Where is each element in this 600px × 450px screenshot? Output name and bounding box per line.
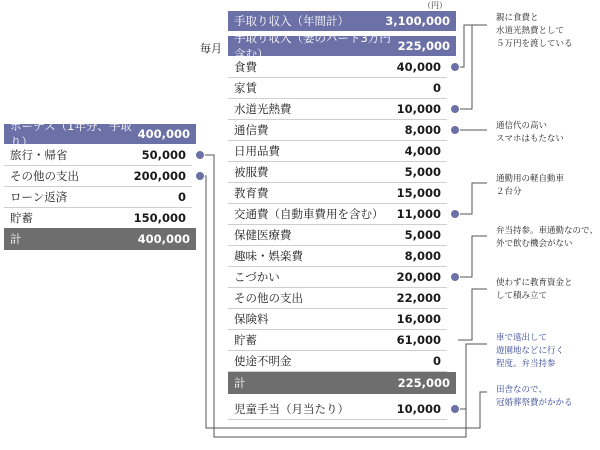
row-amount: 8,000: [404, 123, 441, 137]
connector-dot: [451, 105, 460, 114]
row-amount: 0: [432, 81, 441, 95]
connector-dot: [196, 172, 205, 181]
row-label: 貯蓄: [10, 211, 33, 225]
row-label: 交通費（自動車費用を含む）: [234, 207, 384, 221]
connector-dot: [451, 63, 460, 72]
connector-dot: [451, 210, 460, 219]
row-label: 手取り収入（年間計）: [234, 14, 349, 28]
note-savings: 使わずに教育資金と して積み立て: [496, 278, 573, 301]
row-label: 家賃: [234, 81, 257, 95]
row-label: 日用品費: [234, 144, 280, 158]
row-amount: 5,000: [404, 165, 441, 179]
row-amount: 61,000: [396, 333, 441, 347]
note-bonus-other: 田舎なので、 冠婚葬祭費がかかる: [496, 385, 573, 408]
row-amount: 225,000: [397, 39, 450, 53]
note-travel: 車で遠出して 遊園地などに行く 程度。弁当持参: [496, 333, 565, 369]
row-amount: 11,000: [396, 207, 441, 221]
connector-dot: [451, 126, 460, 135]
monthly-label: 毎月: [200, 42, 222, 55]
row-label: 趣味・娯楽費: [234, 249, 303, 263]
row-amount: 200,000: [133, 169, 186, 183]
connector-dot: [451, 405, 460, 414]
row-label: 旅行・帰省: [10, 148, 68, 162]
row-amount: 50,000: [141, 148, 186, 162]
row-amount: 40,000: [396, 60, 441, 74]
connector-dot: [196, 151, 205, 160]
row-label: 水道光熱費: [234, 102, 292, 116]
row-label: 保健医療費: [234, 228, 292, 242]
note-food-utilities: 親に食費と 水道光熱費として ５万円を渡している: [496, 13, 573, 49]
note-communication: 通信代の高い スマホはもたない: [496, 121, 564, 144]
note-transportation: 通勤用の軽自動車 ２台分: [496, 174, 565, 197]
row-label: 被服費: [234, 165, 269, 179]
row-label: 教育費: [234, 186, 269, 200]
row-amount: 15,000: [396, 186, 441, 200]
row-amount: 8,000: [404, 249, 441, 263]
row-amount: 150,000: [133, 211, 186, 225]
row-label: その他の支出: [234, 291, 303, 305]
row-label: 計: [10, 232, 22, 246]
row-amount: 10,000: [396, 102, 441, 116]
connector-dot: [451, 273, 460, 282]
row-amount: 400,000: [137, 127, 190, 141]
row-amount: 16,000: [396, 312, 441, 326]
row-label: 手取り収入（妻のパート3万円含む）: [234, 31, 391, 61]
row-label: こづかい: [234, 270, 280, 284]
row-label: 計: [234, 376, 246, 390]
row-amount: 10,000: [396, 402, 441, 416]
row-amount: 20,000: [396, 270, 441, 284]
row-amount: 225,000: [397, 376, 450, 390]
note-allowance: 弁当持参。車通勤なので、 外で飲む機会がない: [496, 226, 598, 249]
row-label: 通信費: [234, 123, 269, 137]
row-amount: 400,000: [137, 232, 190, 246]
unit-label: （円）: [423, 1, 447, 10]
row-label: 貯蓄: [234, 333, 257, 347]
row-label: ローン返済: [10, 190, 68, 204]
row-label: その他の支出: [10, 169, 79, 183]
row-label: ボーナス（1年分、手取り）: [10, 119, 132, 149]
row-label: 保険料: [234, 312, 269, 326]
row-amount: 22,000: [396, 291, 441, 305]
row-amount: 0: [432, 354, 441, 368]
row-amount: 4,000: [404, 144, 441, 158]
row-label: 食費: [234, 60, 257, 74]
row-label: 児童手当（月当たり）: [234, 402, 349, 416]
row-amount: 3,100,000: [385, 14, 450, 28]
row-amount: 5,000: [404, 228, 441, 242]
row-label: 使途不明金: [234, 354, 292, 368]
row-amount: 0: [177, 190, 186, 204]
